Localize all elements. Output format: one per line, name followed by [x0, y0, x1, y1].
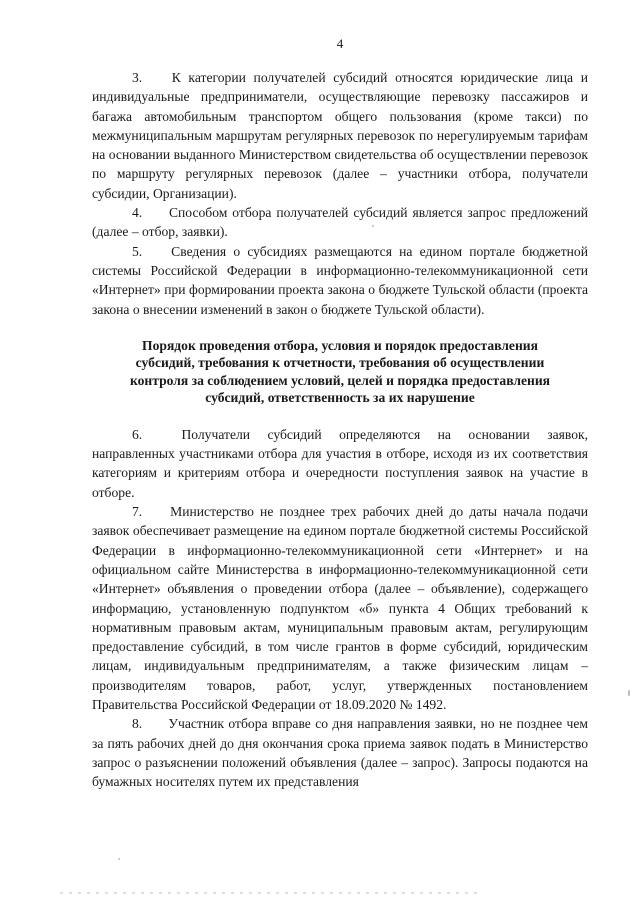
paragraph-text: К категории получателей субсидий относятся юридические лица и индивидуальные предприниматели, осуществляющие перевозку пассажиров и багажа автомобильным транспортом общего пользования (кроме такси) по межмуниципальным маршрутам регулярных перевозок по нерегулируемым тарифам на основании выданного Министерством свидетельства об осуществлении перевозок по маршруту регулярных перевозок (далее – участники отбора, получатели субсидии, Организации). [92, 70, 589, 201]
document-body [92, 68, 588, 792]
paragraph-number: 7. [132, 504, 143, 520]
scan-speck [628, 690, 630, 696]
section-heading-line: контроля за соблюдением условий, целей и порядка предоставления [129, 372, 551, 388]
paragraph-text: Способом отбора получателей субсидий является запрос предложений (далее – отбор, заявки). [92, 205, 588, 240]
paragraph-text: Получатели субсидий определяются на основании заявок, направленных участниками отбора для участия в отборе, исходя из их соответствия категориям и критериям отбора и очередности поступления заявок на участие в отборе. [92, 426, 588, 500]
section-heading-line: Порядок проведения отбора, условия и порядок предоставления [142, 337, 538, 353]
paragraph-number: 5. [132, 243, 143, 259]
scan-edge-noise [60, 892, 480, 894]
paragraph-3 [92, 68, 588, 203]
section-heading-line: субсидий, ответственность за их нарушение [205, 390, 475, 406]
paragraph-5 [92, 242, 588, 319]
paragraph-text: Участник отбора вправе со дня направления заявки, но не позднее чем за пять рабочих дней до дня окончания срока приема заявок подать в Министерство запрос о разъяснении положений объявления (далее – запрос). Запросы подаются на бумажных носителях путем их представления [92, 716, 588, 790]
paragraph-number: 4. [132, 205, 143, 221]
scan-speck [118, 858, 120, 860]
paragraph-number: 6. [132, 426, 143, 442]
paragraph-number: 8. [132, 716, 143, 732]
paragraph-7 [92, 502, 588, 714]
paragraph-number: 3. [132, 70, 143, 85]
page-number: 4 [336, 36, 344, 51]
section-heading-line: субсидий, требования к отчетности, требования об осуществлении [135, 355, 545, 371]
paragraph-8 [92, 714, 588, 791]
paragraph-4 [92, 203, 588, 242]
paragraph-6 [92, 425, 588, 502]
section-heading [92, 337, 588, 407]
scan-speck [372, 225, 374, 227]
paragraph-text: Министерство не позднее трех рабочих дней до даты начала подачи заявок обеспечивает размещение на едином портале бюджетной системы Российской Федерации в информационно-телекоммуникационной сети «Интернет» и на официальном сайте Министерства в информационно-телекоммуникационной сети «Интернет» объявления о проведении отбора (далее – объявление), содержащего информацию, установленную подпунктом «б» пункта 4 Общих требований к нормативным правовым актам, муниципальным правовым актам, регулирующим предоставление субсидий, в том числе грантов в форме субсидий, юридическим лицам, индивидуальным предпринимателям, а также физическим лицам – производителям товаров, работ, услуг, утвержденных постановлением Правительства Российской Федерации от 18.09.2020 № 1492. [92, 504, 589, 713]
paragraph-text: Сведения о субсидиях размещаются на едином портале бюджетной системы Российской Федерации в информационно-телекоммуникационной сети «Интернет» при формировании проекта закона о бюджете Тульской области (проекта закона о внесении изменений в закон о бюджете Тульской области). [92, 243, 588, 317]
